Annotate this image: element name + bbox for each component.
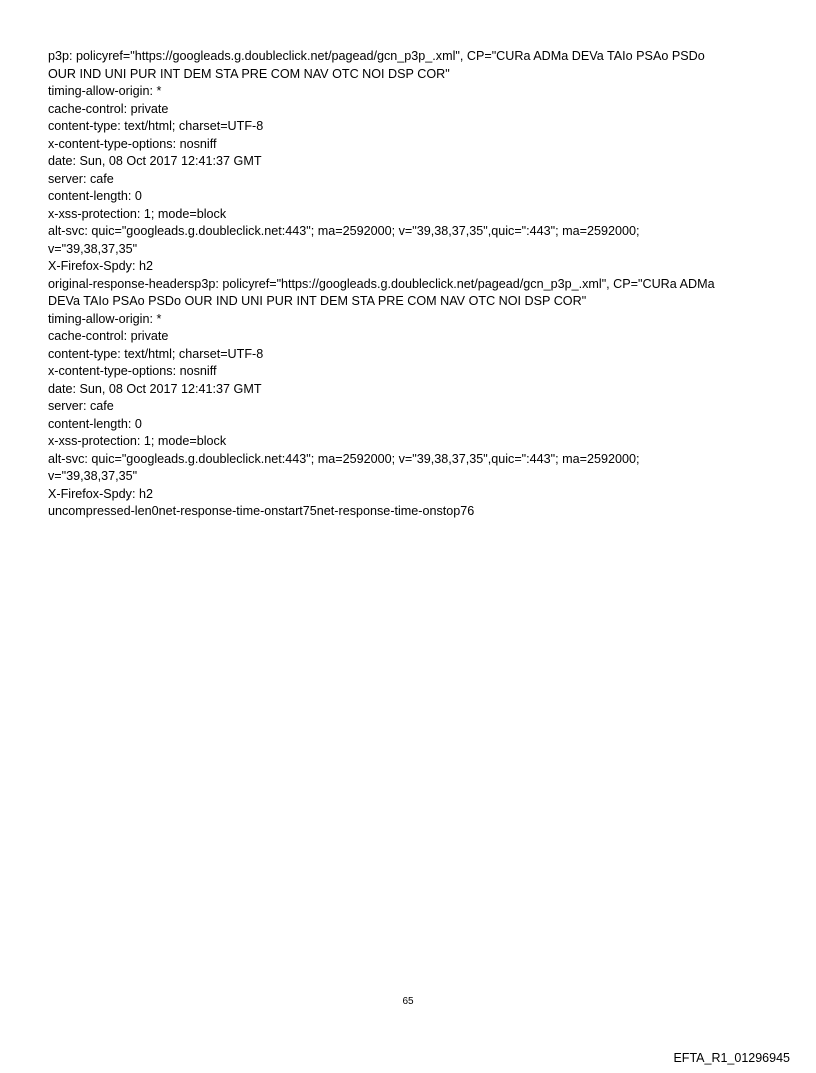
- text-line: x-content-type-options: nosniff: [48, 364, 217, 378]
- text-line: content-length: 0: [48, 189, 142, 203]
- text-line: content-type: text/html; charset=UTF-8: [48, 346, 264, 361]
- text-line: p3p: policyref="https://googleads.g.doubleclick.net/pagead/gcn_p3p_.xml", CP="CURa ADMa DEVa TAIo PSAo PSDo: [48, 49, 705, 63]
- document-id: EFTA_R1_01296945: [673, 1051, 790, 1065]
- text-line: timing-allow-origin: *: [48, 311, 162, 326]
- text-line: server: cafe: [48, 399, 114, 413]
- text-line: OUR IND UNI PUR INT DEM STA PRE COM NAV OTC NOI DSP COR": [48, 66, 450, 81]
- text-line: X-Firefox-Spdy: h2: [48, 259, 153, 273]
- text-line: server: cafe: [48, 171, 114, 186]
- page-number: 65: [402, 996, 414, 1007]
- text-line: x-content-type-options: nosniff: [48, 136, 217, 151]
- text-line: original-response-headersp3p: policyref="https://googleads.g.doubleclick.net/pagead/gcn_p3p_.xml", CP="CURa ADMa: [48, 276, 715, 291]
- text-line: date: Sun, 08 Oct 2017 12:41:37 GMT: [48, 381, 262, 396]
- text-line: v="39,38,37,35": [48, 241, 138, 256]
- text-line: content-type: text/html; charset=UTF-8: [48, 119, 264, 133]
- text-line: DEVa TAIo PSAo PSDo OUR IND UNI PUR INT DEM STA PRE COM NAV OTC NOI DSP COR": [48, 294, 587, 308]
- text-line: x-xss-protection: 1; mode=block: [48, 434, 227, 448]
- text-line: content-length: 0: [48, 416, 142, 431]
- text-line: alt-svc: quic="googleads.g.doubleclick.net:443"; ma=2592000; v="39,38,37,35",quic=":443"; ma=2592000;: [48, 224, 640, 238]
- text-line: X-Firefox-Spdy: h2: [48, 486, 153, 501]
- text-line: x-xss-protection: 1; mode=block: [48, 206, 227, 221]
- text-line: uncompressed-len0net-response-time-onstart75net-response-time-onstop76: [48, 504, 475, 518]
- text-line: cache-control: private: [48, 329, 169, 343]
- text-line: timing-allow-origin: *: [48, 84, 162, 98]
- text-line: alt-svc: quic="googleads.g.doubleclick.net:443"; ma=2592000; v="39,38,37,35",quic=":443"; ma=2592000;: [48, 451, 640, 466]
- text-line: v="39,38,37,35": [48, 469, 138, 483]
- text-line: date: Sun, 08 Oct 2017 12:41:37 GMT: [48, 154, 262, 168]
- text-line: cache-control: private: [48, 101, 169, 116]
- http-headers-text: [48, 48, 788, 521]
